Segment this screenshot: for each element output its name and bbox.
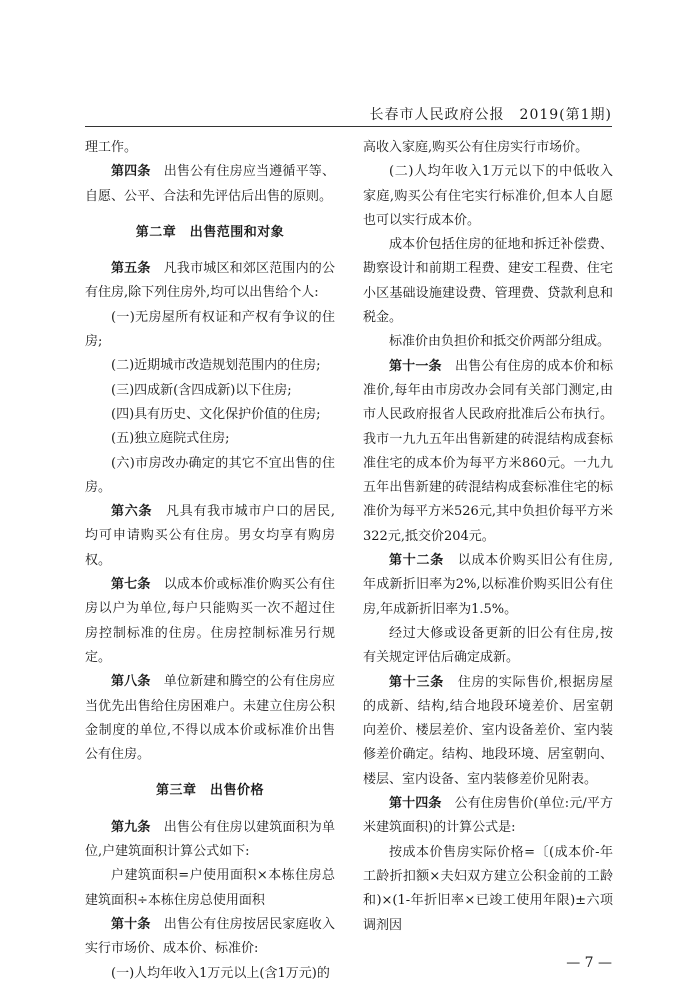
- article-label: 第十三条: [389, 674, 444, 690]
- paragraph-text: (二)人均年收入1万元以下的中低收入家庭,购买公有住宅实行标准价,但本人自愿也可以实行成本价。: [363, 164, 613, 228]
- article-paragraph: [85, 573, 335, 670]
- paragraph-text: 以成本价购买旧公有住房,年成新折旧率为2%,以标准价购买旧公有住房,年成新折旧率为1.5%。: [363, 553, 613, 617]
- paragraph: [85, 136, 335, 160]
- paragraph: [85, 864, 335, 913]
- paragraph-text: (五)独立庭院式住房;: [111, 431, 230, 447]
- paragraph-text: 公有住房售价(单位:元/平方米建筑面积)的计算公式是:: [363, 796, 613, 836]
- paragraph-text: 出售公有住房按居民家庭收入实行市场价、成本价、标准价:: [85, 916, 335, 957]
- article-paragraph: [85, 500, 335, 573]
- paragraph-text: 住房的实际售价,根据房屋的成新、结构,结合地段环境差价、居室朝向差价、楼层差价、室内设备差价、室内装修差价确定。结构、地段环境、居室朝向、楼层、室内设备、室内装修差价见附表。: [363, 674, 613, 787]
- paragraph-text: 凡我市城区和郊区范围内的公有住房,除下列住房外,均可以出售给个人:: [85, 261, 335, 301]
- header-divider: [85, 126, 612, 127]
- article-label: 第八条: [111, 674, 151, 690]
- paragraph-text: 理工作。: [85, 140, 138, 155]
- paragraph-text: (六)市房改办确定的其它不宜出售的住房。: [85, 455, 335, 495]
- article-paragraph: [85, 257, 335, 306]
- article-label: 第十二条: [389, 553, 444, 569]
- paragraph: [363, 622, 613, 671]
- paragraph-text: 户建筑面积=户使用面积×本栋住房总建筑面积÷本栋住房总使用面积: [85, 868, 335, 908]
- article-paragraph: [363, 671, 613, 792]
- paragraph-text: (二)近期城市改造规划范围内的住房;: [111, 358, 321, 374]
- chapter-heading: 第二章 出售范围和对象: [135, 224, 285, 240]
- article-paragraph: [363, 792, 613, 841]
- right-column: [363, 136, 613, 938]
- article-paragraph: [363, 355, 613, 549]
- paragraph-text: (一)人均年收入1万元以上(含1万元)的: [111, 965, 330, 981]
- article-paragraph: [85, 816, 335, 865]
- article-label: 第七条: [111, 577, 151, 593]
- paragraph: [85, 403, 335, 427]
- paragraph-text: 单位新建和腾空的公有住房应当优先出售给住房困难户。未建立住房公积金制度的单位,不得以成本价或标准价出售公有住房。: [85, 674, 335, 763]
- paragraph-text: (四)具有历史、文化保护价值的住房;: [111, 406, 321, 422]
- article-label: 第九条: [111, 819, 151, 835]
- paragraph: [363, 160, 613, 233]
- article-label: 第十一条: [389, 358, 442, 374]
- paragraph: [363, 136, 613, 160]
- left-column: [85, 136, 335, 986]
- paragraph-text: 凡具有我市城市户口的居民,均可申请购买公有住房。男女均享有购房权。: [85, 504, 335, 568]
- page-number: — 7 —: [566, 955, 612, 971]
- paragraph-text: 出售公有住房应当遵循平等、自愿、公平、合法和先评估后出售的原则。: [85, 164, 335, 204]
- paragraph: [85, 427, 335, 451]
- paragraph-text: 高收入家庭,购买公有住房实行市场价。: [363, 140, 589, 155]
- article-label: 第五条: [111, 261, 151, 277]
- paragraph-text: 出售公有住房的成本价和标准价,每年由市房改办会同有关部门测定,由市人民政府报省人民政府批准后公布执行。我市一九九五年出售新建的砖混结构成套标准住宅的成本价为每平方米860元。一九九五年出售新建的砖混结构成套标准住宅的标准价为每平方米526元,其中负担价每平方米322元,抵交价204元。: [363, 358, 613, 544]
- paragraph-text: (一)无房屋所有权证和产权有争议的住房;: [85, 309, 335, 350]
- paragraph: [85, 452, 335, 501]
- article-paragraph: [85, 670, 335, 767]
- paragraph-text: 以成本价或标准价购买公有住房以户为单位,每户只能购买一次不超过住房控制标准的住房。住房控制标准另行规定。: [85, 577, 335, 665]
- article-paragraph: [85, 160, 335, 209]
- article-label: 第六条: [111, 504, 153, 520]
- paragraph: [85, 379, 335, 403]
- page-header: [85, 104, 612, 126]
- paragraph: [85, 306, 335, 355]
- paragraph-text: (三)四成新(含四成新)以下住房;: [111, 382, 292, 398]
- chapter-heading: 第三章 出售价格: [155, 783, 264, 799]
- paragraph: [363, 841, 613, 938]
- paragraph-text: 标准价由负担价和抵交价两部分组成。: [389, 334, 611, 350]
- paragraph-text: 出售公有住房以建筑面积为单位,户建筑面积计算公式如下:: [85, 819, 335, 860]
- paragraph-text: 成本价包括住房的征地和拆迁补偿费、勘察设计和前期工程费、建安工程费、住宅小区基础设施建设费、管理费、贷款利息和税金。: [363, 237, 613, 326]
- article-label: 第四条: [111, 164, 151, 180]
- page-footer: [85, 955, 612, 975]
- paragraph: [363, 233, 613, 330]
- article-label: 第十条: [111, 916, 151, 932]
- publication-title: 长春市人民政府公报 2019(第1期): [369, 107, 612, 123]
- article-paragraph: [363, 549, 613, 622]
- paragraph-text: 按成本价售房实际价格=〔(成本价-年工龄折扣额×夫妇双方建立公积金前的工龄和)×(1-年折旧率×已竣工使用年限)±六项调剂因: [363, 844, 613, 933]
- paragraph-text: 经过大修或设备更新的旧公有住房,按有关规定评估后确定成新。: [363, 625, 613, 666]
- paragraph: [363, 330, 613, 354]
- article-label: 第十四条: [389, 796, 442, 812]
- paragraph: [85, 354, 335, 378]
